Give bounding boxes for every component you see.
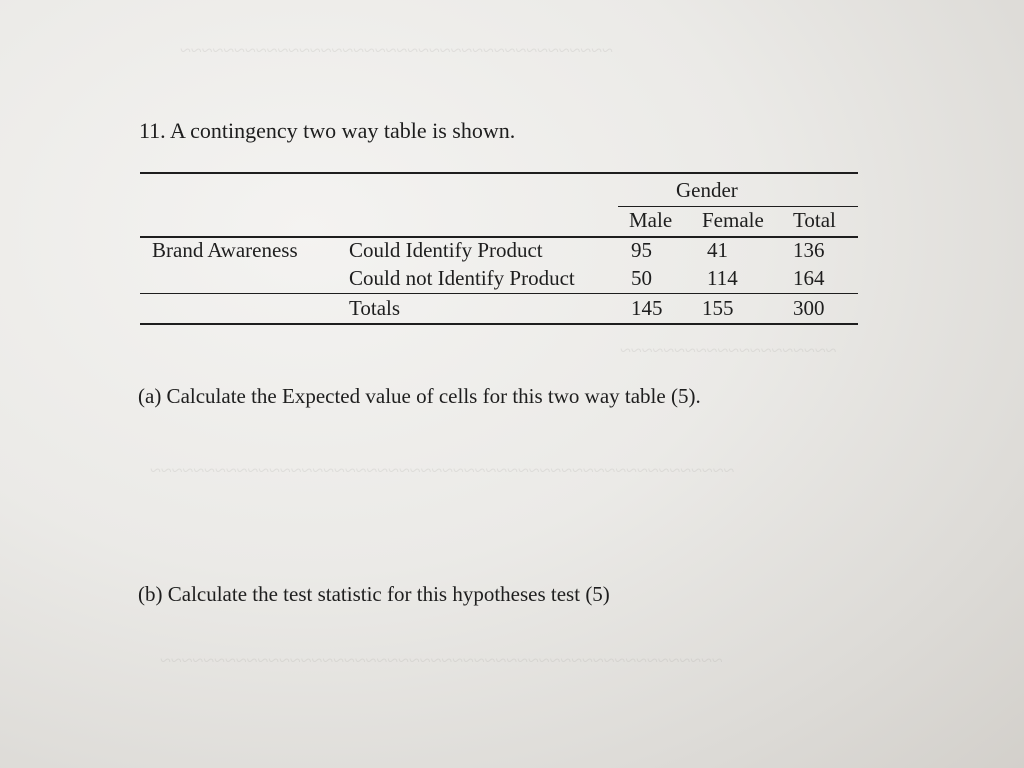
part-b-text: (b) Calculate the test statistic for this hypotheses test (5)	[138, 582, 610, 606]
question-text: A contingency two way table is shown.	[169, 118, 516, 143]
question-number: 11.	[139, 118, 166, 143]
cell-female: 41	[707, 238, 728, 262]
question-title	[139, 118, 515, 144]
bleed-through-text: ~~~~~~~~~~~~~~~~~~~~~~~~~~~~~~~~~~~~~~~~~~~~~~~~~~~~	[160, 650, 723, 672]
column-header-male: Male	[629, 208, 673, 232]
bleed-through-text: ~~~~~~~~~~~~~~~~~~~~~~~~~~~~~~~~~~~~~~~~~~~~~~~~~~~~~~	[150, 460, 735, 482]
cell-male: 50	[631, 266, 652, 290]
cell-total: 136	[793, 238, 825, 262]
column-header-female: Female	[702, 208, 764, 232]
table-top-rule	[140, 172, 858, 174]
cell-male: 95	[631, 238, 652, 262]
cell-male: 145	[631, 296, 663, 320]
bleed-through-text: ~~~~~~~~~~~~~~~~~~~~	[620, 340, 837, 362]
cell-female: 114	[707, 266, 738, 290]
bleed-through-text: ~~~~~~~~~~~~~~~~~~~~~~~~~~~~~~~~~~~~~~~~	[180, 40, 613, 62]
table-bottom-rule	[140, 323, 858, 325]
part-a-text: (a) Calculate the Expected value of cells for this two way table (5).	[138, 384, 701, 408]
gender-header: Gender	[676, 178, 738, 202]
cell-total: 164	[793, 266, 825, 290]
totals-rule	[140, 293, 858, 294]
row-label: Could Identify Product	[349, 238, 543, 262]
column-header-total: Total	[793, 208, 836, 232]
row-label: Could not Identify Product	[349, 266, 575, 290]
gender-underline	[618, 206, 858, 207]
cell-total: 300	[793, 296, 825, 320]
row-label: Totals	[349, 296, 401, 320]
row-group-label: Brand Awareness	[152, 238, 298, 262]
cell-female: 155	[702, 296, 734, 320]
